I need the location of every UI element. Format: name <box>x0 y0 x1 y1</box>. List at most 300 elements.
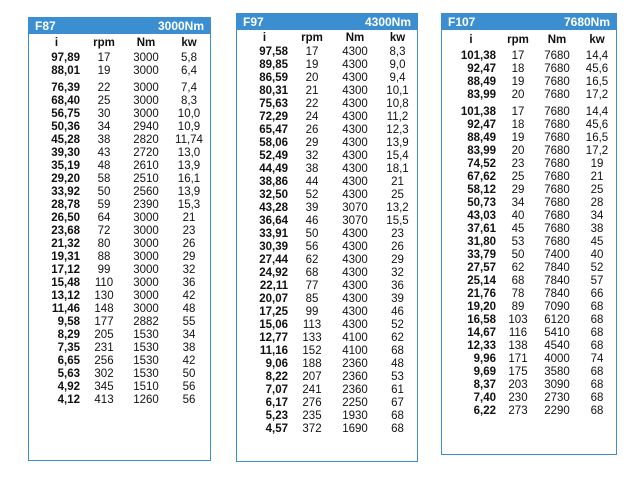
torque-cell: 7680 <box>544 171 570 183</box>
table-row <box>442 366 616 379</box>
torque-cell: 3000 <box>133 108 159 120</box>
power-cell: 9,0 <box>389 59 406 71</box>
torque-cell: 1930 <box>342 410 368 422</box>
ratio-cell: 39,30 <box>51 147 80 159</box>
rpm-cell: 235 <box>302 410 322 422</box>
table-row <box>237 319 417 332</box>
rpm-cell: 19 <box>97 65 111 77</box>
ratio-cell: 5,63 <box>57 368 80 380</box>
torque-cell: 3000 <box>133 52 159 64</box>
torque-cell: 7680 <box>544 89 570 101</box>
table-row <box>442 89 616 102</box>
power-cell: 13,9 <box>386 137 409 149</box>
table-row <box>29 65 210 78</box>
ratio-cell: 88,01 <box>51 65 80 77</box>
power-cell: 15,4 <box>386 150 409 162</box>
power-cell: 32 <box>182 264 196 276</box>
torque-cell: 7680 <box>544 50 570 62</box>
torque-cell: 7840 <box>544 275 570 287</box>
torque-cell: 4300 <box>342 293 368 305</box>
rpm-cell: 77 <box>305 280 319 292</box>
table-row <box>237 59 417 72</box>
rpm-cell: 19 <box>305 59 319 71</box>
ratio-cell: 4,57 <box>265 423 288 435</box>
ratio-cell: 38,86 <box>259 176 288 188</box>
rpm-cell: 99 <box>97 264 111 276</box>
col-header-kw: kw <box>389 32 406 44</box>
rpm-cell: 22 <box>305 98 319 110</box>
ratio-cell: 45,28 <box>51 134 80 146</box>
rpm-cell: 45 <box>511 223 525 235</box>
rpm-cell: 89 <box>511 301 525 313</box>
power-cell: 16,5 <box>585 76 609 88</box>
torque-cell: 7680 <box>544 132 570 144</box>
table-row <box>237 163 417 176</box>
ratio-cell: 11,46 <box>51 303 80 315</box>
rpm-cell: 177 <box>94 316 114 328</box>
power-cell: 15,5 <box>386 215 409 227</box>
rpm-cell: 80 <box>97 238 111 250</box>
ratio-cell: 33,79 <box>467 249 496 261</box>
torque-cell: 7680 <box>544 223 570 235</box>
table-row <box>29 329 210 342</box>
torque-cell: 1530 <box>133 342 159 354</box>
table-row <box>442 392 616 405</box>
power-cell: 62 <box>391 332 404 344</box>
ratio-cell: 24,92 <box>259 267 288 279</box>
table-row <box>29 264 210 277</box>
power-cell: 45,6 <box>585 119 609 131</box>
column-headers <box>442 30 616 50</box>
table-row <box>29 134 210 147</box>
torque-cell: 3000 <box>133 290 159 302</box>
ratio-cell: 88,49 <box>467 76 496 88</box>
table-row <box>442 379 616 392</box>
ratio-cell: 26,50 <box>51 212 80 224</box>
rpm-cell: 40 <box>511 210 525 222</box>
rpm-cell: 23 <box>511 158 525 170</box>
power-cell: 52 <box>391 319 404 331</box>
table-row <box>442 184 616 197</box>
rpm-cell: 188 <box>302 358 322 370</box>
power-cell: 26 <box>391 241 404 253</box>
torque-cell: 4300 <box>342 46 368 58</box>
rpm-cell: 256 <box>94 355 114 367</box>
torque-cell: 2360 <box>342 371 368 383</box>
torque-cell: 7680 <box>544 119 570 131</box>
table-row <box>237 345 417 358</box>
torque-cell: 2882 <box>133 316 159 328</box>
ratio-cell: 58,12 <box>467 184 496 196</box>
table-row <box>29 121 210 134</box>
ratio-cell: 31,80 <box>467 236 496 248</box>
ratio-cell: 29,20 <box>51 173 80 185</box>
torque-cell: 7680 <box>544 145 570 157</box>
table-row <box>442 327 616 340</box>
table-row <box>237 176 417 189</box>
torque-cell: 4100 <box>342 332 368 344</box>
rpm-cell: 78 <box>511 288 525 300</box>
power-cell: 45 <box>590 236 604 248</box>
rpm-cell: 345 <box>94 381 114 393</box>
power-cell: 45,6 <box>585 63 609 75</box>
torque-cell: 1530 <box>133 355 159 367</box>
col-header-nm: Nm <box>345 32 365 44</box>
table-row <box>237 423 417 436</box>
power-cell: 36 <box>391 280 404 292</box>
table-row <box>237 46 417 59</box>
rpm-cell: 68 <box>305 267 319 279</box>
rpm-cell: 19 <box>511 76 525 88</box>
table-row <box>237 280 417 293</box>
table-row <box>29 381 210 394</box>
rpm-cell: 152 <box>302 345 322 357</box>
rpm-cell: 19 <box>511 132 525 144</box>
torque-label: 7680Nm <box>563 15 610 29</box>
ratio-cell: 89,85 <box>259 59 288 71</box>
power-cell: 66 <box>590 288 604 300</box>
table-row <box>237 137 417 150</box>
torque-cell: 2360 <box>342 358 368 370</box>
power-cell: 21 <box>590 171 604 183</box>
col-header-i: i <box>469 34 473 46</box>
rpm-cell: 17 <box>97 52 111 64</box>
power-cell: 68 <box>391 423 404 435</box>
power-cell: 5,8 <box>181 52 197 64</box>
col-header-rpm: rpm <box>507 34 529 46</box>
torque-cell: 2250 <box>342 397 368 409</box>
torque-cell: 4300 <box>342 137 368 149</box>
table-row <box>29 173 210 186</box>
ratio-cell: 6,17 <box>265 397 288 409</box>
torque-cell: 4000 <box>544 353 570 365</box>
power-cell: 23 <box>182 225 196 237</box>
torque-label: 3000Nm <box>157 19 204 33</box>
power-cell: 68 <box>590 314 604 326</box>
torque-cell: 3070 <box>342 202 368 214</box>
torque-cell: 4300 <box>342 319 368 331</box>
ratio-cell: 72,29 <box>259 111 288 123</box>
table-row <box>29 212 210 225</box>
ratio-cell: 19,20 <box>467 301 496 313</box>
power-cell: 67 <box>391 397 404 409</box>
rpm-cell: 30 <box>97 108 111 120</box>
ratio-cell: 9,96 <box>473 353 496 365</box>
table-row <box>237 124 417 137</box>
table-row <box>29 316 210 329</box>
table-rows <box>237 46 417 436</box>
col-header-nm: Nm <box>547 34 567 46</box>
ratio-cell: 37,61 <box>467 223 496 235</box>
rpm-cell: 56 <box>305 241 319 253</box>
rpm-cell: 372 <box>302 423 322 435</box>
table-row <box>442 197 616 210</box>
power-cell: 42 <box>182 355 196 367</box>
ratio-cell: 22,11 <box>259 280 288 292</box>
table-row <box>237 410 417 423</box>
table-row <box>29 147 210 160</box>
ratio-cell: 14,67 <box>467 327 496 339</box>
rpm-cell: 25 <box>97 95 111 107</box>
rpm-cell: 110 <box>94 277 114 289</box>
power-cell: 14,4 <box>585 50 609 62</box>
power-cell: 68 <box>391 345 404 357</box>
table-row <box>442 288 616 301</box>
ratio-cell: 97,58 <box>259 46 288 58</box>
torque-cell: 3000 <box>133 212 159 224</box>
rpm-cell: 205 <box>94 329 114 341</box>
ratio-cell: 97,89 <box>51 52 80 64</box>
rpm-cell: 29 <box>305 137 319 149</box>
table-row <box>29 342 210 355</box>
torque-cell: 4300 <box>342 111 368 123</box>
power-cell: 68 <box>590 392 604 404</box>
rpm-cell: 50 <box>511 249 525 261</box>
torque-cell: 4300 <box>342 163 368 175</box>
table-row <box>442 145 616 158</box>
table-row <box>29 368 210 381</box>
ratio-cell: 92,47 <box>467 119 496 131</box>
power-cell: 14,4 <box>585 106 609 118</box>
power-cell: 29 <box>182 251 196 263</box>
rpm-cell: 17 <box>511 50 525 62</box>
rpm-cell: 52 <box>305 189 319 201</box>
power-cell: 12,3 <box>386 124 409 136</box>
power-cell: 53 <box>391 371 404 383</box>
power-cell: 8,3 <box>389 46 406 58</box>
ratio-cell: 8,22 <box>265 371 288 383</box>
torque-cell: 4300 <box>342 98 368 110</box>
torque-cell: 2360 <box>342 384 368 396</box>
rpm-cell: 39 <box>305 202 319 214</box>
power-cell: 57 <box>590 275 604 287</box>
table-row <box>237 85 417 98</box>
torque-cell: 2820 <box>133 134 159 146</box>
power-cell: 61 <box>391 384 404 396</box>
ratio-cell: 7,40 <box>473 392 496 404</box>
power-cell: 29 <box>391 254 404 266</box>
power-cell: 21 <box>391 176 404 188</box>
torque-cell: 2720 <box>133 147 159 159</box>
column-headers <box>237 30 417 46</box>
ratio-cell: 75,63 <box>259 98 288 110</box>
rpm-cell: 276 <box>302 397 322 409</box>
power-cell: 52 <box>590 262 604 274</box>
col-header-nm: Nm <box>136 37 156 49</box>
table-row <box>442 223 616 236</box>
rpm-cell: 34 <box>511 197 525 209</box>
table-row <box>237 358 417 371</box>
torque-cell: 4300 <box>342 189 368 201</box>
power-cell: 13,9 <box>177 160 201 172</box>
torque-cell: 3070 <box>342 215 368 227</box>
rpm-cell: 50 <box>97 186 111 198</box>
ratio-cell: 23,68 <box>51 225 80 237</box>
ratio-cell: 101,38 <box>460 106 496 118</box>
torque-cell: 2290 <box>544 405 570 417</box>
ratio-cell: 33,91 <box>259 228 288 240</box>
power-cell: 11,74 <box>175 134 203 146</box>
ratio-cell: 15,48 <box>51 277 80 289</box>
table-row <box>237 150 417 163</box>
ratio-cell: 43,03 <box>467 210 496 222</box>
ratio-cell: 11,16 <box>259 345 288 357</box>
power-cell: 9,4 <box>389 72 406 84</box>
rpm-cell: 17 <box>511 106 525 118</box>
torque-cell: 4300 <box>342 280 368 292</box>
ratio-cell: 5,23 <box>265 410 288 422</box>
ratio-cell: 101,38 <box>460 50 496 62</box>
table-row <box>29 355 210 368</box>
rpm-cell: 53 <box>511 236 525 248</box>
torque-cell: 1690 <box>342 423 368 435</box>
table-row <box>237 306 417 319</box>
rpm-cell: 38 <box>97 134 111 146</box>
power-cell: 34 <box>590 210 604 222</box>
col-header-kw: kw <box>589 34 605 46</box>
ratio-cell: 67,62 <box>467 171 496 183</box>
rpm-cell: 26 <box>305 124 319 136</box>
table-row <box>237 384 417 397</box>
table-row <box>442 210 616 223</box>
rpm-cell: 18 <box>511 63 525 75</box>
ratio-cell: 58,06 <box>259 137 288 149</box>
table-rows <box>29 52 210 407</box>
torque-cell: 4300 <box>342 241 368 253</box>
rpm-cell: 58 <box>97 173 111 185</box>
torque-cell: 4300 <box>342 85 368 97</box>
ratio-cell: 4,12 <box>57 394 80 406</box>
ratio-cell: 56,75 <box>51 108 80 120</box>
ratio-cell: 74,52 <box>467 158 496 170</box>
ratio-cell: 80,31 <box>259 85 288 97</box>
torque-cell: 7840 <box>544 288 570 300</box>
torque-cell: 4100 <box>342 345 368 357</box>
torque-cell: 7680 <box>544 76 570 88</box>
rpm-cell: 29 <box>511 184 525 196</box>
rpm-cell: 44 <box>305 176 319 188</box>
model-label: F97 <box>243 15 264 29</box>
rpm-cell: 85 <box>305 293 319 305</box>
rpm-cell: 62 <box>511 262 525 274</box>
power-cell: 13,0 <box>177 147 201 159</box>
power-cell: 68 <box>590 327 604 339</box>
power-cell: 68 <box>590 379 604 391</box>
table-header-bar <box>29 18 210 34</box>
col-header-kw: kw <box>181 37 197 49</box>
rpm-cell: 17 <box>305 46 319 58</box>
torque-cell: 2940 <box>133 121 159 133</box>
rpm-cell: 20 <box>511 89 525 101</box>
power-cell: 36 <box>182 277 196 289</box>
torque-cell: 6120 <box>544 314 570 326</box>
ratio-cell: 65,47 <box>259 124 288 136</box>
gear-table-f97 <box>236 13 418 462</box>
rpm-cell: 171 <box>508 353 528 365</box>
torque-cell: 7680 <box>544 210 570 222</box>
torque-cell: 7680 <box>544 63 570 75</box>
rpm-cell: 48 <box>97 160 111 172</box>
torque-cell: 3000 <box>133 264 159 276</box>
power-cell: 48 <box>182 303 196 315</box>
power-cell: 42 <box>182 290 196 302</box>
rpm-cell: 59 <box>97 199 111 211</box>
table-row <box>442 236 616 249</box>
ratio-cell: 17,12 <box>51 264 80 276</box>
table-row <box>442 353 616 366</box>
table-row <box>442 249 616 262</box>
torque-cell: 3090 <box>544 379 570 391</box>
torque-cell: 5410 <box>544 327 570 339</box>
ratio-cell: 27,44 <box>259 254 288 266</box>
power-cell: 10,1 <box>386 85 409 97</box>
torque-cell: 7680 <box>544 106 570 118</box>
ratio-cell: 19,31 <box>51 251 80 263</box>
rpm-cell: 133 <box>302 332 322 344</box>
table-row <box>442 275 616 288</box>
ratio-cell: 4,92 <box>57 381 80 393</box>
ratio-cell: 76,39 <box>51 82 80 94</box>
table-row <box>442 76 616 89</box>
power-cell: 18,1 <box>386 163 409 175</box>
torque-cell: 3000 <box>133 238 159 250</box>
table-row <box>442 132 616 145</box>
ratio-cell: 92,47 <box>467 63 496 75</box>
power-cell: 23 <box>391 228 404 240</box>
rpm-cell: 32 <box>305 150 319 162</box>
torque-cell: 4300 <box>342 176 368 188</box>
ratio-cell: 17,25 <box>259 306 288 318</box>
col-header-i: i <box>54 37 59 49</box>
ratio-cell: 12,33 <box>467 340 496 352</box>
ratio-cell: 88,49 <box>467 132 496 144</box>
ratio-cell: 43,28 <box>259 202 288 214</box>
ratio-cell: 9,69 <box>473 366 496 378</box>
ratio-cell: 7,35 <box>57 342 80 354</box>
ratio-cell: 21,32 <box>51 238 80 250</box>
power-cell: 68 <box>590 405 604 417</box>
rpm-cell: 18 <box>511 119 525 131</box>
power-cell: 68 <box>590 340 604 352</box>
power-cell: 13,2 <box>386 202 409 214</box>
table-row <box>237 228 417 241</box>
table-row <box>442 171 616 184</box>
power-cell: 7,4 <box>181 82 197 94</box>
column-headers <box>29 34 210 52</box>
torque-cell: 3000 <box>133 82 159 94</box>
table-row <box>29 251 210 264</box>
ratio-cell: 21,76 <box>467 288 496 300</box>
table-row <box>237 371 417 384</box>
table-row <box>442 262 616 275</box>
torque-cell: 4300 <box>342 254 368 266</box>
torque-cell: 3000 <box>133 65 159 77</box>
table-row <box>29 52 210 65</box>
model-label: F107 <box>448 15 476 29</box>
ratio-cell: 44,49 <box>259 163 288 175</box>
table-row <box>29 186 210 199</box>
torque-cell: 7680 <box>544 236 570 248</box>
rpm-cell: 21 <box>305 85 319 97</box>
ratio-cell: 16,58 <box>467 314 496 326</box>
power-cell: 74 <box>590 353 604 365</box>
ratio-cell: 28,78 <box>51 199 80 211</box>
table-row <box>442 340 616 353</box>
power-cell: 40 <box>590 249 604 261</box>
rpm-cell: 175 <box>508 366 528 378</box>
torque-cell: 3000 <box>133 251 159 263</box>
rpm-cell: 103 <box>508 314 528 326</box>
